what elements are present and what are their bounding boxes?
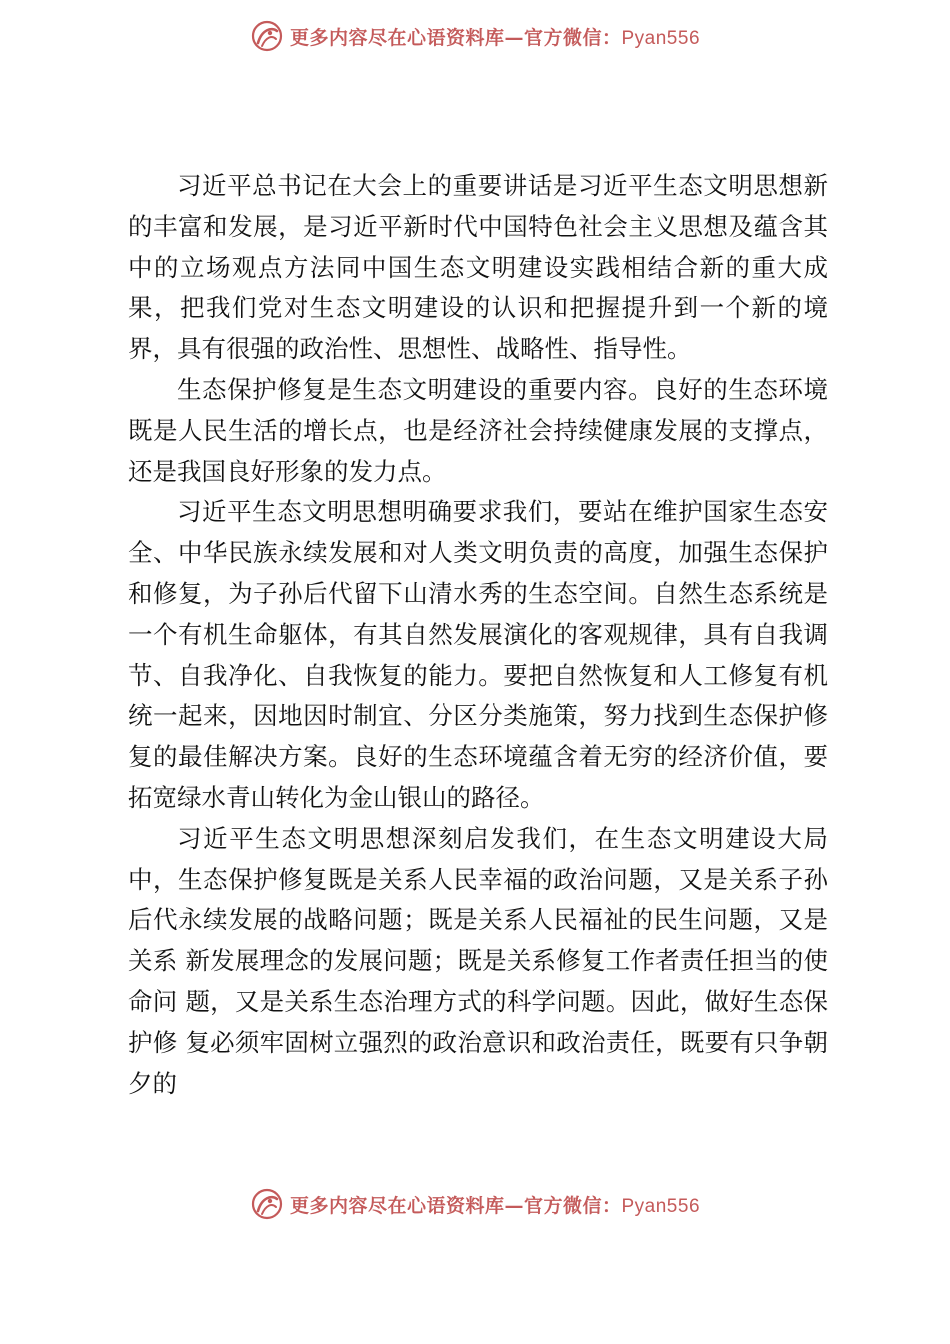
header-banner [0,16,950,56]
brand-logo-icon [250,19,284,53]
footer-banner-contact-id: Pyan556 [621,1195,701,1217]
header-banner-contact-label: 官方微信： [523,26,622,49]
header-banner-text [290,23,700,50]
document-body [128,166,828,1104]
paragraph: 习近平总书记在大会上的重要讲话是习近平生态文明思想新的丰富和发展，是习近平新时代中国特色社会主义思想及蕴含其中的立场观点方法同中国生态文明建设实践相结合新的重大成果，把我们党对生态文明建设的认识和把握提升到一个新的境界，具有很强的政治性、思想性、战略性、指导性。 [128,171,828,364]
header-banner-separator: — [504,26,524,49]
paragraph: 生态保护修复是生态文明建设的重要内容。良好的生态环境既是人民生活的增长点，也是经济社会持续健康发展的支撑点，还是我国良好形象的发力点。 [128,374,828,486]
footer-banner [0,1184,950,1224]
paragraph: 习近平生态文明思想深刻启发我们，在生态文明建设大局中，生态保护修复既是关系人民幸福的政治问题，又是关系子孙后代永续发展的战略问题；既是关系人民福祉的民生问题，又是关系 新发展理念的发展问题；既是关系修复工作者责任担当的使命问 题，又是关系生态治理方式的科学问题。因此，做好生态保护修 复必须牢固树立强烈的政治意识和政治责任，既要有只争朝夕的 [128,823,828,1098]
footer-banner-separator: — [504,1194,524,1217]
footer-banner-title: 更多内容尽在心语资料库 [289,1194,505,1217]
footer-banner-contact-label: 官方微信： [523,1194,622,1217]
header-banner-title: 更多内容尽在心语资料库 [289,26,505,49]
footer-banner-text [290,1191,700,1218]
header-banner-contact-id: Pyan556 [621,27,701,49]
brand-logo-icon [250,1187,284,1221]
paragraph: 习近平生态文明思想明确要求我们，要站在维护国家生态安全、中华民族永续发展和对人类文明负责的高度，加强生态保护和修复，为子孙后代留下山清水秀的生态空间。自然生态系统是一个有机生命躯体，有其自然发展演化的客观规律，具有自我调节、自我净化、自我恢复的能力。要把自然恢复和人工修复有机统一起来，因地因时制宜、分区分类施策，努力找到生态保护修复的最佳解决方案。良好的生态环境蕴含着无穷的经济价值，要拓宽绿水青山转化为金山银山的路径。 [128,497,828,812]
